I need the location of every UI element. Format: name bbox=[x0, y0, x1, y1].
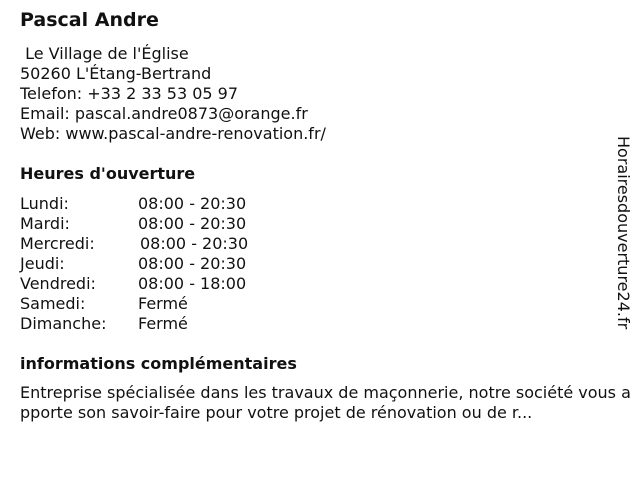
website-line: Web: www.pascal-andre-renovation.fr/ bbox=[20, 124, 326, 143]
info-heading: informations complémentaires bbox=[20, 354, 297, 373]
phone-line: Telefon: +33 2 33 53 05 97 bbox=[20, 84, 239, 103]
site-watermark: Horairesdouverture24.fr bbox=[614, 136, 633, 330]
business-name: Pascal Andre bbox=[20, 9, 159, 31]
time-value: 08:00 - 18:00 bbox=[138, 274, 247, 293]
day-label: Jeudi: bbox=[20, 254, 65, 273]
contact-block bbox=[20, 44, 326, 144]
address-line-2: 50260 L'Étang-Bertrand bbox=[20, 64, 212, 83]
time-value: 08:00 - 20:30 bbox=[138, 194, 247, 213]
hours-heading: Heures d'ouverture bbox=[20, 164, 196, 183]
email-line: Email: pascal.andre0873@orange.fr bbox=[20, 104, 308, 123]
time-value: Fermé bbox=[138, 314, 188, 333]
day-label: Mardi: bbox=[20, 214, 70, 233]
time-value: Fermé bbox=[138, 294, 188, 313]
day-label: Samedi: bbox=[20, 294, 86, 313]
day-label: Lundi: bbox=[20, 194, 69, 213]
day-label: Vendredi: bbox=[20, 274, 96, 293]
business-description: Entreprise spécialisée dans les travaux de maçonnerie, notre société vous apporte son savoir-faire pour votre projet de rénovation ou de r... bbox=[20, 383, 631, 422]
time-value: 08:00 - 20:30 bbox=[140, 234, 249, 253]
day-label: Dimanche: bbox=[20, 314, 107, 333]
day-label: Mercredi: bbox=[20, 234, 95, 253]
time-value: 08:00 - 20:30 bbox=[138, 214, 247, 233]
time-value: 08:00 - 20:30 bbox=[138, 254, 247, 273]
address-line-1: Le Village de l'Église bbox=[20, 44, 189, 63]
